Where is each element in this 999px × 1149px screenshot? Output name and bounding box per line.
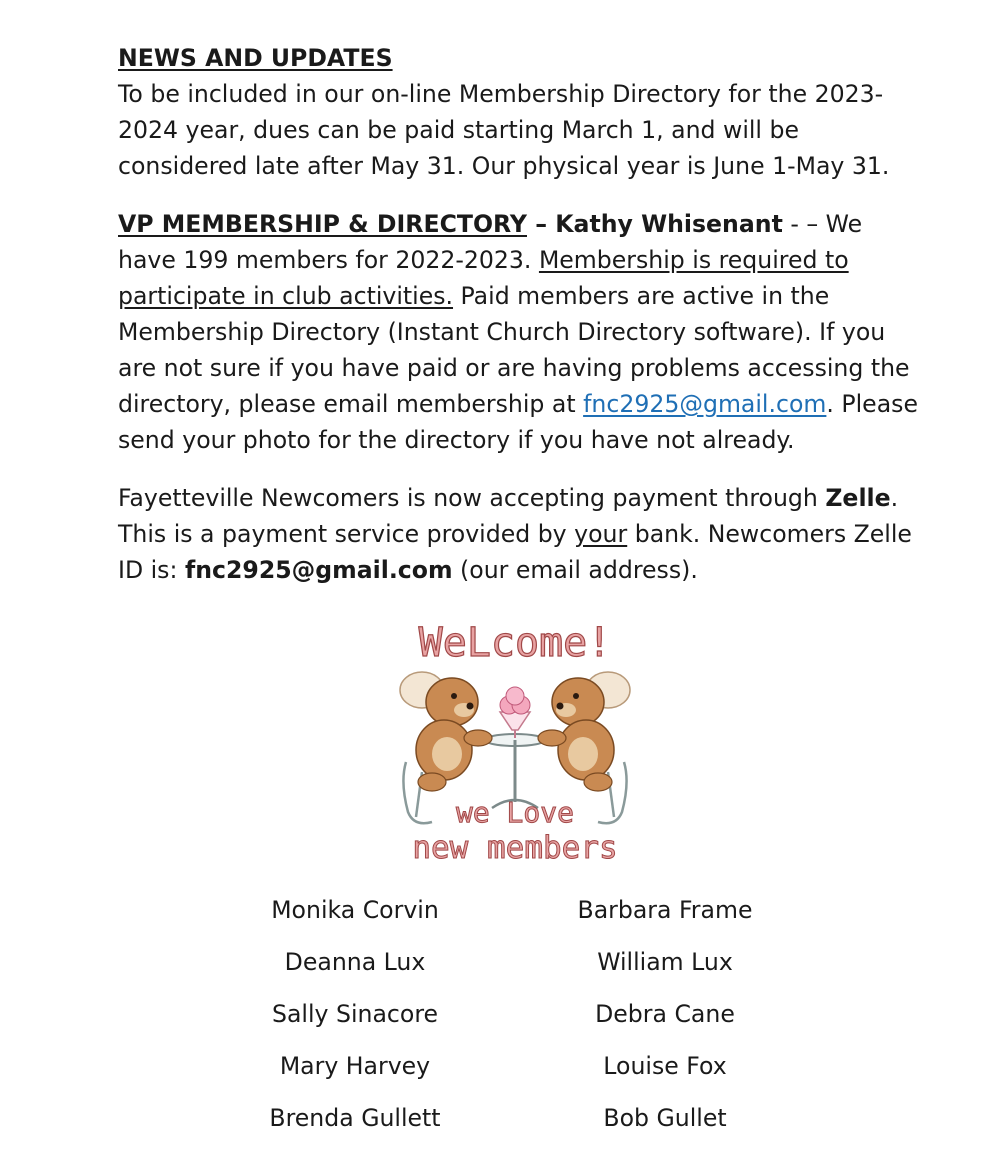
member-row [200, 988, 820, 1040]
member-name: Deanna Lux [284, 948, 426, 976]
zelle-text-2: . This is a payment service provided by [118, 484, 899, 548]
welcome-line-2: new members [412, 830, 618, 866]
welcome-bears-image [392, 612, 638, 870]
vp-text-1: We have 199 members for 2022-2023. [118, 210, 863, 274]
vp-dash2: - – [782, 210, 826, 238]
member-name: William Lux [597, 948, 733, 976]
member-row [200, 1092, 820, 1144]
member-name: Sally Sinacore [271, 1000, 439, 1028]
membership-required-note: Membership is required to participate in club activities. [118, 246, 849, 310]
vp-text-2: Paid members are active in the Membership Directory (Instant Church Directory software). If you are not sure if you have paid or are having problems accessing the directory, please email membership at [118, 282, 910, 418]
welcome-title: WeLcome! [418, 620, 612, 666]
member-name: Louise Fox [603, 1052, 727, 1080]
zelle-text-3: bank. Newcomers Zelle ID is: [118, 520, 912, 584]
vp-name: Kathy Whisenant [555, 210, 783, 238]
welcome-line-1: we Love [455, 796, 575, 829]
vp-section [118, 206, 918, 458]
zelle-id: fnc2925@gmail.com [184, 556, 453, 584]
member-name: Debra Cane [595, 1000, 735, 1028]
document-body [118, 40, 918, 588]
cafe-table-icon [485, 687, 545, 808]
new-members-list [200, 884, 820, 1144]
zelle-section [118, 480, 918, 588]
vp-dash: – [527, 210, 556, 238]
member-name: Mary Harvey [279, 1052, 431, 1080]
news-text: To be included in our on-line Membership Directory for the 2023-2024 year, dues can be paid starting March 1, and will be considered late after May 31. Our physical year is June 1-May 31. [118, 80, 890, 180]
zelle-text-4: (our email address). [452, 556, 698, 584]
news-section [118, 40, 918, 184]
member-row [200, 884, 820, 936]
vp-heading: VP MEMBERSHIP & DIRECTORY [118, 210, 527, 238]
zelle-text-1: Fayetteville Newcomers is now accepting payment through [118, 484, 826, 512]
vp-text-3: . Please send your photo for the directory if you have not already. [118, 390, 918, 454]
member-row [200, 1040, 820, 1092]
membership-email-link[interactable]: fnc2925@gmail.com [583, 390, 827, 418]
news-heading: NEWS AND UPDATES [118, 44, 393, 72]
member-name: Brenda Gullett [269, 1104, 441, 1132]
member-name: Bob Gullet [603, 1104, 727, 1132]
member-name: Barbara Frame [577, 896, 753, 924]
zelle-your: your [574, 520, 628, 548]
zelle-name: Zelle [825, 484, 891, 512]
member-name: Monika Corvin [271, 896, 439, 924]
member-row [200, 936, 820, 988]
